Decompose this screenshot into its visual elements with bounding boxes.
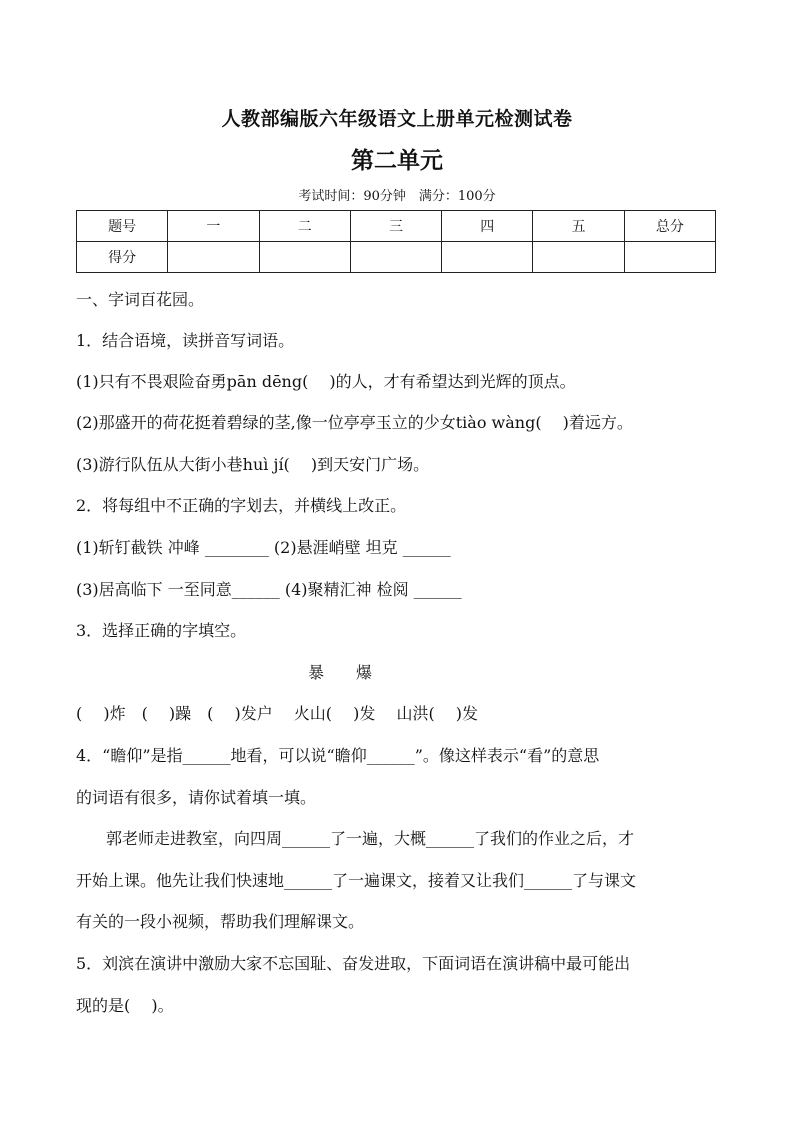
question-5: 5．刘滨在演讲中激励大家不忘国耻、奋发进取，下面词语在演讲稿中最可能出 — [76, 954, 631, 973]
score-cell — [442, 242, 533, 273]
question-1-item-1: (1)只有不畏艰险奋勇pān dēng( )的人，才有希望达到光辉的顶点。 — [76, 372, 576, 391]
question-4-passage-2: 开始上课。他先让我们快速地______了一遍课文，接着又让我们______了与课文 — [76, 871, 637, 890]
question-2: 2．将每组中不正确的字划去，并横线上改正。 — [76, 496, 407, 515]
score-table — [76, 210, 716, 273]
score-cell — [533, 242, 624, 273]
question-5-cont: 现的是( )。 — [76, 996, 174, 1015]
score-header-cell: 四 — [442, 211, 533, 242]
question-1: 1．结合语境，读拼音写词语。 — [76, 331, 295, 350]
score-cell — [259, 242, 350, 273]
score-cell — [624, 242, 715, 273]
score-header-cell: 题号 — [77, 211, 168, 242]
question-4: 4．“瞻仰”是指______地看，可以说“瞻仰______”。像这样表示“看”的意思 — [76, 746, 600, 765]
exam-info: 考试时间：90分钟 满分：100分 — [298, 189, 496, 204]
score-header-cell: 三 — [350, 211, 441, 242]
question-3-options: 暴 爆 — [307, 663, 372, 682]
score-header-cell: 总分 — [624, 211, 715, 242]
score-table-score-row — [77, 242, 716, 273]
question-3-blanks: ( )炸 ( )躁 ( )发户 火山( )发 山洪( )发 — [76, 704, 479, 723]
score-cell — [168, 242, 259, 273]
question-4-passage-3: 有关的一段小视频，帮助我们理解课文。 — [76, 912, 365, 931]
score-header-cell: 一 — [168, 211, 259, 242]
score-table-header-row — [77, 211, 716, 242]
question-3: 3．选择正确的字填空。 — [76, 621, 247, 640]
unit-title: 第二单元 — [351, 147, 443, 174]
exam-title: 人教部编版六年级语文上册单元检测试卷 — [221, 108, 573, 130]
question-1-item-2: (2)那盛开的荷花挺着碧绿的茎,像一位亭亭玉立的少女tiào wàng( )着远方。 — [76, 413, 633, 432]
score-row-label: 得分 — [77, 242, 168, 273]
question-1-item-3: (3)游行队伍从大街小巷huì jí( )到天安门广场。 — [76, 455, 430, 474]
section-heading: 一、字词百花园。 — [76, 290, 205, 309]
question-4-passage-1: 郭老师走进教室，向四周______了一遍，大概______了我们的作业之后，才 — [106, 829, 635, 848]
question-4-cont: 的词语有很多，请你试着填一填。 — [76, 788, 317, 807]
question-2-row-1: (1)斩钉截铁 冲峰 ________ (2)悬涯峭壁 坦克 ______ — [76, 538, 451, 557]
score-cell — [350, 242, 441, 273]
score-header-cell: 五 — [533, 211, 624, 242]
question-2-row-2: (3)居高临下 一至同意______ (4)聚精汇神 检阅 ______ — [76, 580, 462, 599]
score-header-cell: 二 — [259, 211, 350, 242]
